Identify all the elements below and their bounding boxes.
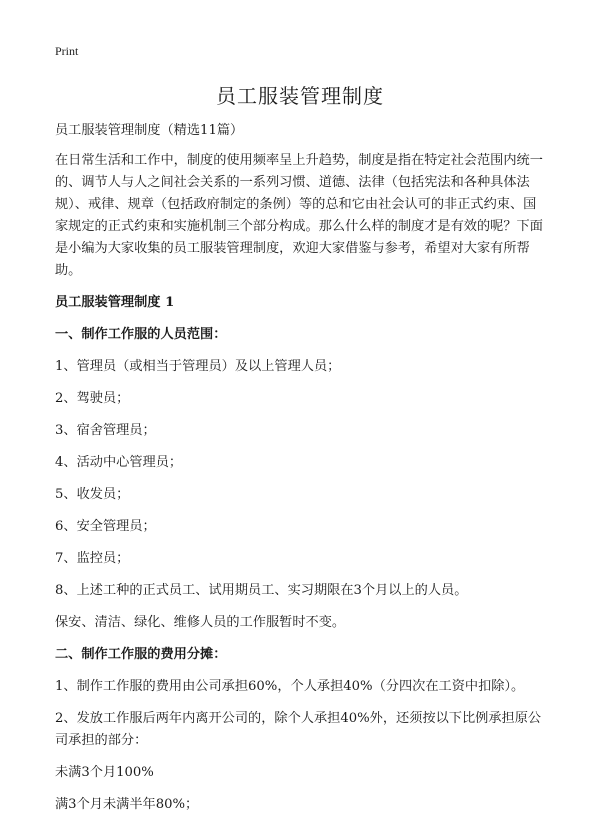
- page-title: 员工服装管理制度: [216, 84, 384, 108]
- list-item: 满3个月未满半年80%；: [55, 797, 199, 812]
- list-item: 1、管理员（或相当于管理员）及以上管理人员；: [55, 359, 341, 374]
- list-item: 6、安全管理员；: [55, 519, 156, 534]
- list-item: 1、制作工作服的费用由公司承担60%，个人承担40%（分四次在工资中扣除）。: [55, 679, 525, 694]
- note-paragraph: 保安、清洁、绿化、维修人员的工作服暂时不变。: [55, 615, 346, 630]
- section-title: 员工服装管理制度 1: [55, 295, 175, 310]
- heading-cost-sharing: 二、制作工作服的费用分摊：: [55, 647, 227, 662]
- list-item: 5、收发员；: [55, 487, 130, 502]
- list-item: 未满3个月100%: [55, 765, 154, 780]
- list-item: 4、活动中心管理员；: [55, 455, 183, 470]
- list-item: 2、发放工作服后两年内离开公司的，除个人承担40%外，还须按以下比例承担原公司承担的部分：: [55, 711, 542, 748]
- document-subtitle: 员工服装管理制度（精选11篇）: [55, 123, 244, 138]
- heading-personnel-scope: 一、制作工作服的人员范围：: [55, 327, 227, 342]
- list-item: 7、监控员；: [55, 551, 130, 566]
- print-link[interactable]: Print: [55, 44, 79, 58]
- document-body: [55, 120, 547, 826]
- list-item: 8、上述工种的正式员工、试用期员工、实习期限在3个月以上的人员。: [55, 583, 468, 598]
- intro-paragraph: 在日常生活和工作中，制度的使用频率呈上升趋势，制度是指在特定社会范围内统一的、调节人与人之间社会关系的一系列习惯、道德、法律（包括宪法和各种具体法规）、戒律、规章（包括政府制定的条例）等的总和它由社会认可的非正式约束、国家规定的正式约束和实施机制三个部分构成。那么什么样的制度才是有效的呢？下面是小编为大家收集的员工服装管理制度，欢迎大家借鉴与参考，希望对大家有所帮助。: [55, 153, 543, 278]
- list-item: 2、驾驶员；: [55, 391, 130, 406]
- list-item: 3、宿舍管理员；: [55, 423, 156, 438]
